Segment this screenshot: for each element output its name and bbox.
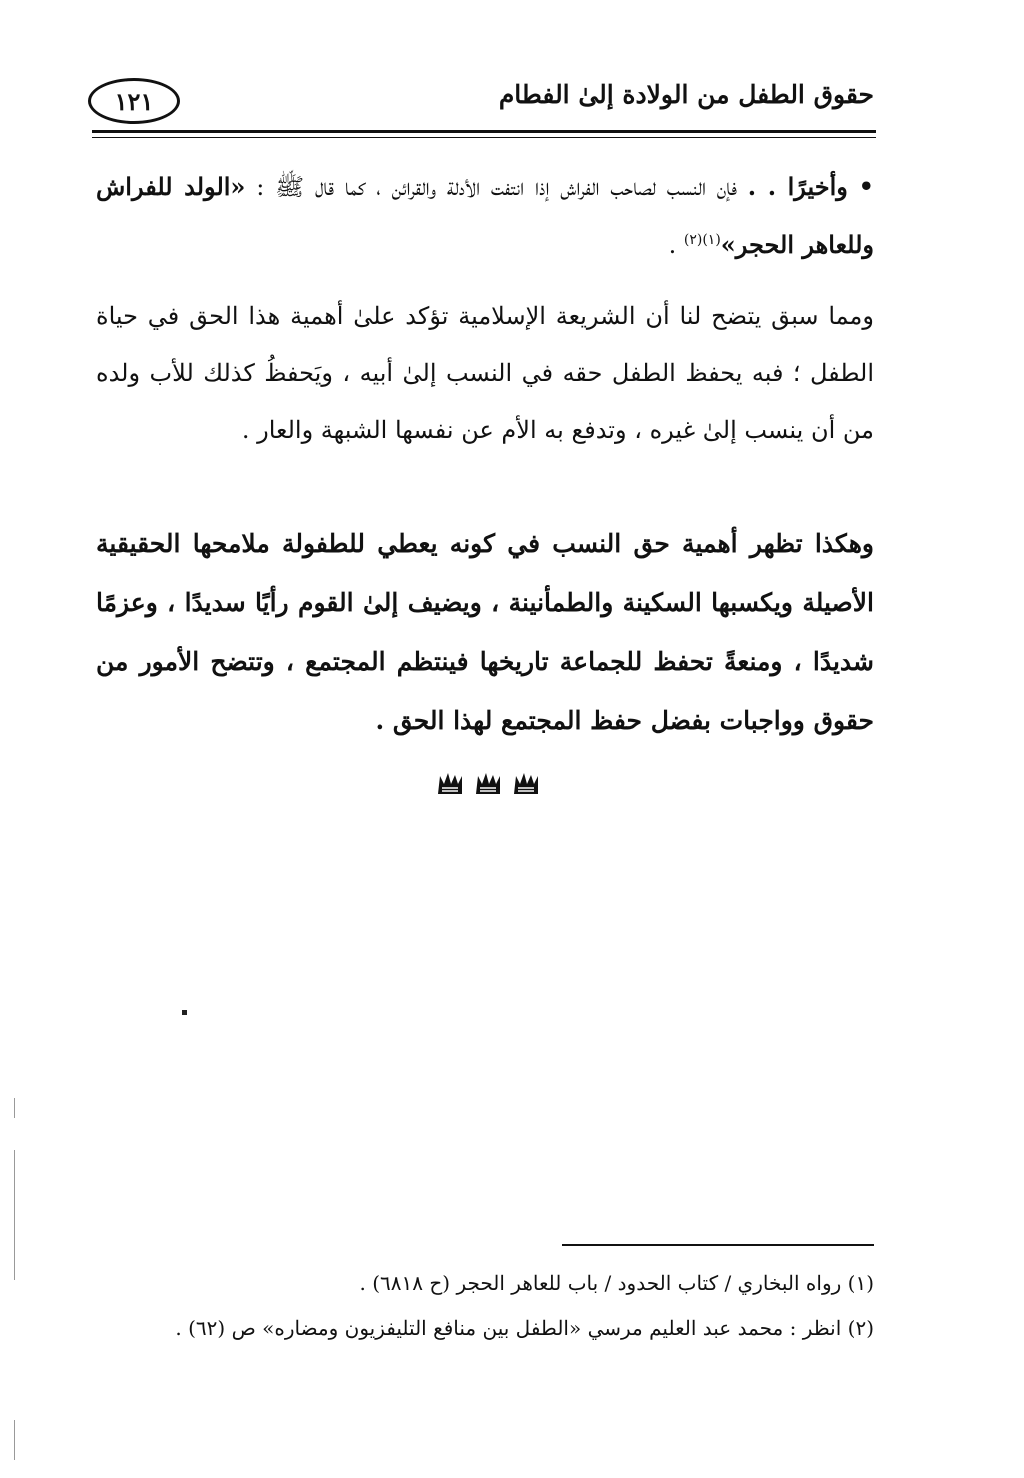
ornament-glyph-icon — [474, 770, 502, 796]
header-rule-thick — [92, 130, 876, 133]
running-title: حقوق الطفل من الولادة إلىٰ الفطام — [498, 80, 874, 109]
paragraph-conclusion: وهكذا تظهر أهمية حق النسب في كونه يعطي للطفولة ملامحها الحقيقية الأصيلة ويكسبها السكينة والطمأنينة ، ويضيف إلىٰ القوم رأيًا سديدًا ، وعزمًا شديدًا ، ومنعةً تحفظ للجماعة تاريخها فينتظم المجتمع ، وتتضح الأمور من حقوق وواجبات بفضل حفظ المجتمع لهذا الحق . — [96, 529, 874, 735]
footnote-references: (١)(٢) — [683, 232, 721, 248]
footnote-2: (٢) انظر : محمد عبد العليم مرسي «الطفل بين منافع التليفزيون ومضاره» ص (٦٢) . — [175, 1316, 874, 1340]
page-number: ١٢١ — [88, 78, 180, 124]
footnote-separator — [562, 1244, 874, 1246]
header-rule-thin — [92, 137, 876, 138]
section-end-ornament — [436, 770, 540, 796]
paragraph-final-note — [96, 158, 874, 274]
footnote-1: (١) رواه البخاري / كتاب الحدود / باب للعاهر الحجر (ح ٦٨١٨) . — [359, 1271, 874, 1295]
paragraph-importance: ومما سبق يتضح لنا أن الشريعة الإسلامية تؤكد علىٰ أهمية هذا الحق في حياة الطفل ؛ فبه يحفظ الطفل حقه في النسب إلىٰ أبيه ، ويَحفظُ كذلك للأب ولده من أن ينسب إلىٰ غيره ، وتدفع به الأم عن نفسها الشبهة والعار . — [96, 302, 874, 444]
lead-phrase: وأخيرًا . . — [747, 172, 848, 201]
stray-mark — [182, 1010, 187, 1015]
paragraph-end: . — [668, 231, 684, 259]
ornament-glyph-icon — [512, 770, 540, 796]
scan-edge-mark — [14, 1150, 15, 1280]
ornament-glyph-icon — [436, 770, 464, 796]
bullet: • — [858, 172, 875, 201]
hadith-quote: «الولد للفراش وللعاهر الحجر» — [96, 172, 874, 259]
scan-edge-mark — [14, 1098, 15, 1118]
paragraph-text: فإن النسب لصاحب الفراش إذا انتفت الأدلة والقرائن ، كما قال ﷺ : — [245, 173, 748, 201]
scan-edge-mark — [14, 1420, 15, 1460]
